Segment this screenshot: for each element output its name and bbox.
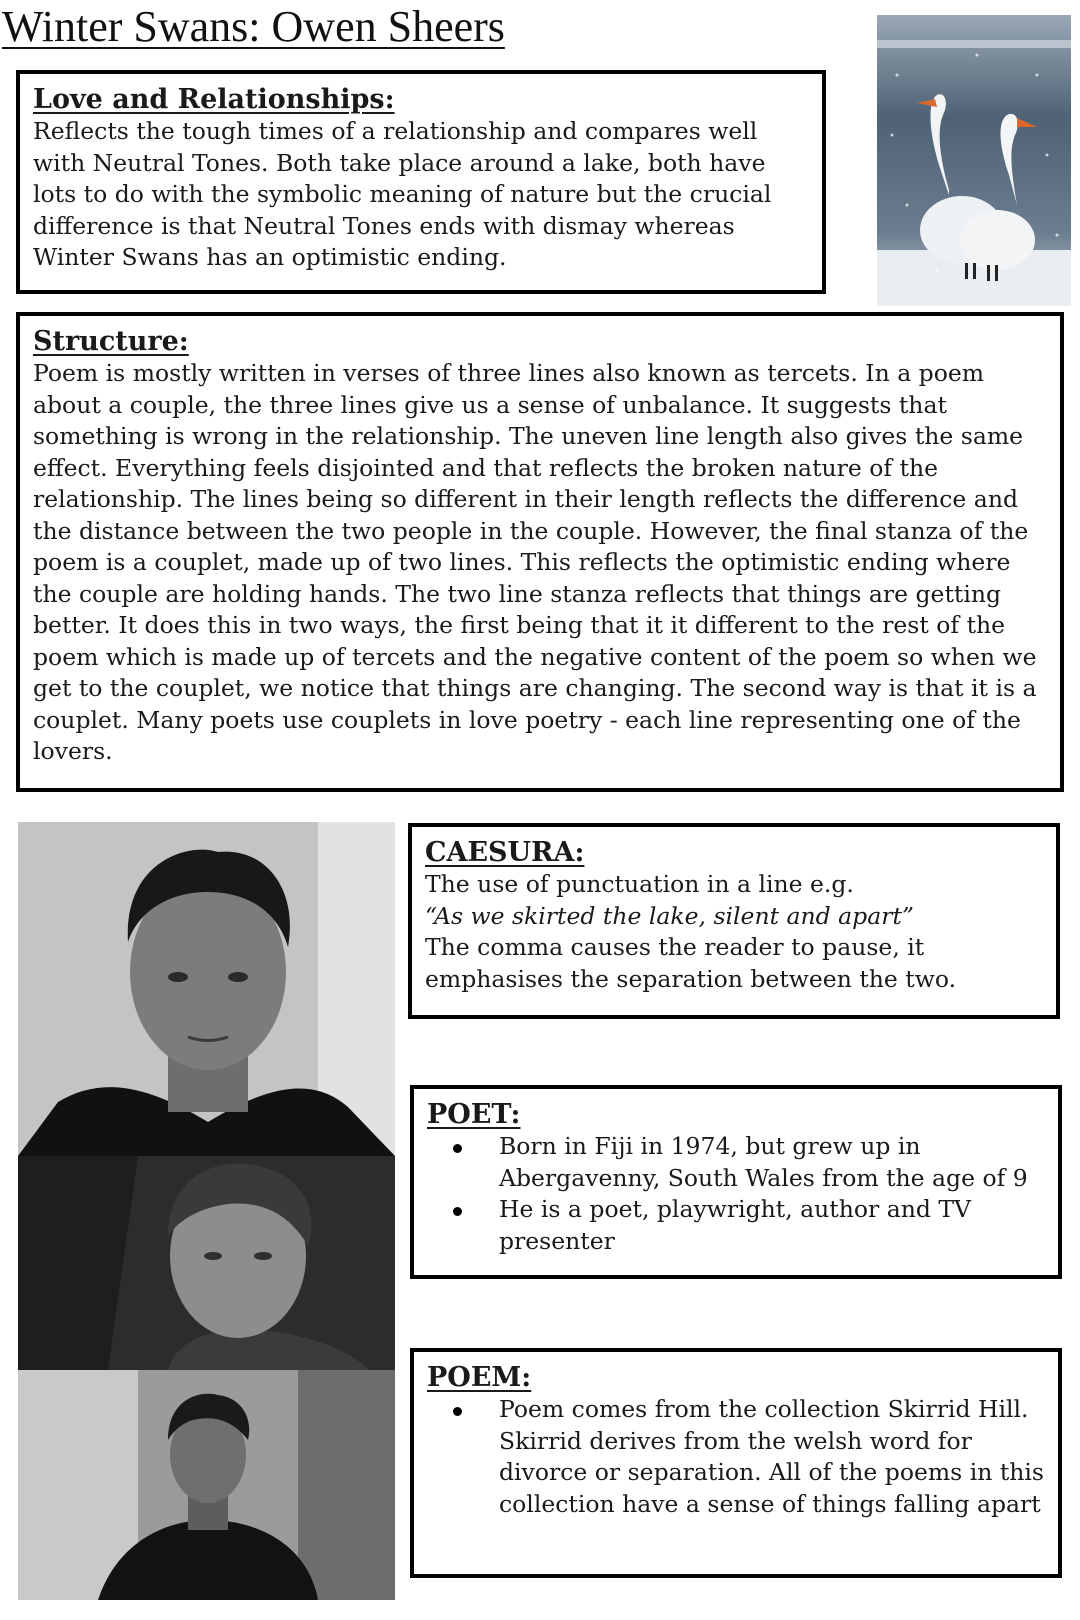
love-text: Reflects the tough times of a relationship and compares well with Neutral Tones. Both take place around a lake, both have lots to do with the symbolic meaning of nature but the crucial difference is that Neutral Tones ends with dismay whereas Winter Swans has an optimistic ending. [33, 117, 772, 271]
poet-photo-2 [18, 1156, 395, 1370]
structure-text: Poem is mostly written in verses of three lines also known as tercets. In a poem about a couple, the three lines give us a sense of unbalance. It suggests that something is wrong in the relationship. The uneven line length also gives the same effect. Everything feels disjointed and that reflects the broken nature of the relationship. The lines being so different in their length reflects the difference and the distance between the two people in the couple. However, the final stanza of the poem is a couplet, made up of two lines. This reflects the optimistic ending where the couple are holding hands. The two line stanza reflects that things are getting better. It does this in two ways, the first being that it it different to the rest of the poem which is made up of tercets and the negative content of the poem so when we get to the couplet, we notice that things are changing. The second way is that it is a couplet. Many poets use couplets in love poetry - each line representing one of the lovers. [33, 359, 1037, 765]
love-heading: Love and Relationships: [33, 84, 395, 115]
caesura-quote: “As we skirted the lake, silent and apart” [425, 901, 914, 930]
poem-heading: POEM: [427, 1362, 532, 1393]
poem-list-item: Poem comes from the collection Skirrid Hill. Skirrid derives from the welsh word for divorce or separation. All of the poems in this collection have a sense of things falling apart [499, 1394, 1046, 1520]
caesura-line1: The use of punctuation in a line e.g. [425, 870, 854, 898]
caesura-line2: The comma causes the reader to pause, it emphasises the separation between the two. [425, 933, 957, 993]
caesura-box [408, 823, 1060, 1019]
poet-photo-3 [18, 1370, 395, 1600]
poet-list [427, 1131, 1046, 1257]
poet-photo-1 [18, 822, 395, 1156]
swans-photo [877, 15, 1071, 306]
poet-list-item: Born in Fiji in 1974, but grew up in Abergavenny, South Wales from the age of 9 [499, 1131, 1046, 1194]
structure-heading: Structure: [33, 326, 189, 357]
page-title: Winter Swans: Owen Sheers [2, 2, 505, 51]
structure-box [16, 312, 1064, 792]
poem-list [427, 1394, 1046, 1520]
poem-box [410, 1348, 1062, 1578]
poet-heading: POET: [427, 1099, 521, 1130]
love-relationships-box [16, 70, 826, 294]
poet-list-item: He is a poet, playwright, author and TV presenter [499, 1194, 1046, 1257]
poet-box [410, 1085, 1062, 1279]
caesura-heading: CAESURA: [425, 837, 585, 868]
